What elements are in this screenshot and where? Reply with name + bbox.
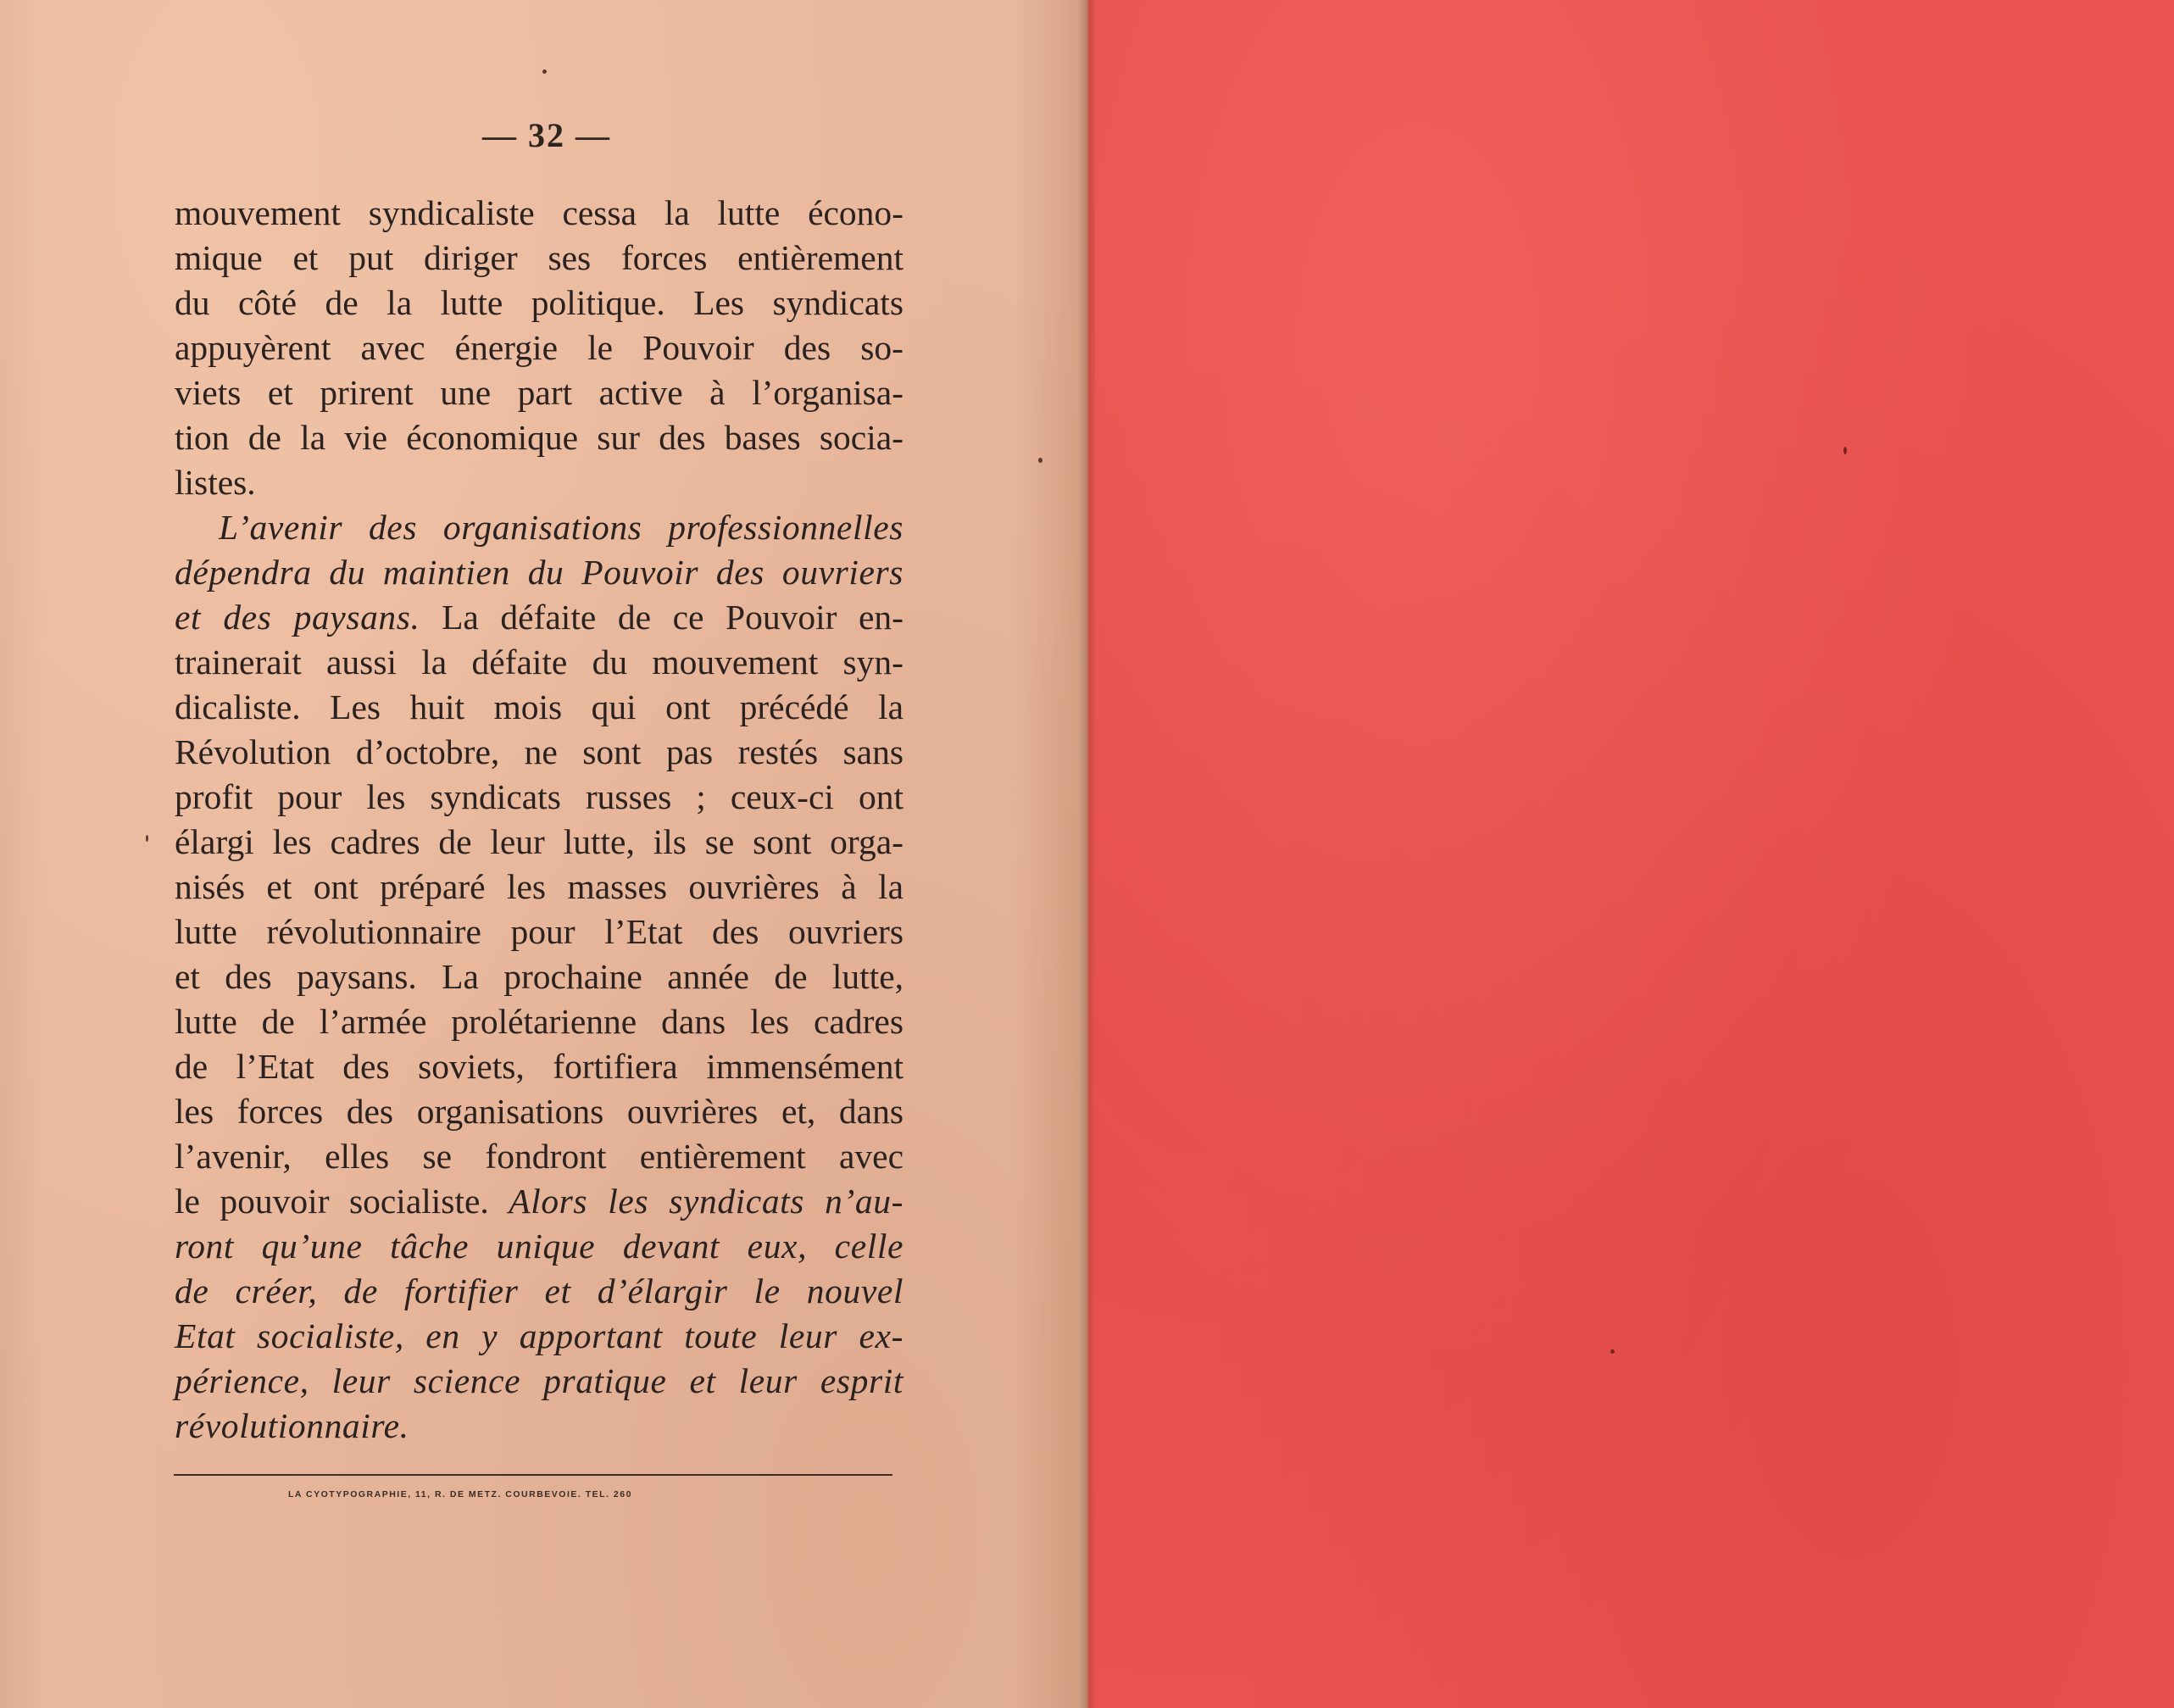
text-line: profit pour les syndicats russes ; ceux-ci ont [175,777,904,816]
text-line: viets et prirent une part active à l’organisa- [175,373,904,412]
text-line: Révolution d’octobre, ne sont pas restés sans [175,732,904,771]
italic-line: Etat socialiste, en y apportant toute leur ex- [175,1316,904,1355]
text-line: et des paysans. La prochaine année de lutte, [175,957,904,996]
text-line: nisés et ont préparé les masses ouvrières à la [175,867,904,906]
text-line: l’avenir, elles se fondront entièrement avec [175,1137,904,1176]
text-line: appuyèrent avec énergie le Pouvoir des so- [175,328,904,367]
printer-imprint: LA CYOTYPOGRAPHIE, 11, R. DE METZ. COURBEVOIE. TEL. 260 [288,1489,632,1499]
red-cover-page [1095,0,2174,1708]
italic-line: périence, leur science pratique et leur esprit [175,1361,904,1400]
text-line: dicaliste. Les huit mois qui ont précédé la [175,687,904,726]
mixed-line [175,1179,904,1224]
mixed-line [175,595,904,640]
page-text [175,191,904,1449]
text-line: les forces des organisations ouvrières et, dans [175,1092,904,1131]
paper-speck [146,835,148,842]
italic-line: de créer, de fortifier et d’élargir le nouvel [175,1271,904,1310]
paper-speck [1038,458,1043,463]
text-line: lutte de l’armée prolétarienne dans les cadres [175,1002,904,1041]
paper-speck [1610,1349,1615,1354]
italic-phrase: Alors les syndicats n’au- [509,1182,904,1221]
text-line: mouvement syndicaliste cessa la lutte écono- [175,193,904,232]
italic-phrase: et des paysans. [175,598,420,637]
paper-speck [542,70,547,74]
italic-line: ront qu’une tâche unique devant eux, celle [175,1227,904,1266]
text-line: listes. [175,463,256,502]
paper-speck [1843,447,1847,454]
text-line: tion de la vie économique sur des bases socia- [175,418,904,457]
roman-phrase: le pouvoir socialiste. [175,1182,509,1221]
text-line: élargi les cadres de leur lutte, ils se sont orga- [175,822,904,861]
footer-rule [174,1474,892,1476]
text-line: lutte révolutionnaire pour l’Etat des ouvriers [175,912,904,951]
roman-phrase: La défaite de ce Pouvoir en- [420,598,904,637]
book-gutter [1078,0,1097,1708]
text-line: du côté de la lutte politique. Les syndicats [175,283,904,322]
italic-line: dépendra du maintien du Pouvoir des ouvriers [175,553,904,592]
italic-line: L’avenir des organisations professionnelles [219,508,904,547]
page-number: — 32 — [482,116,611,154]
italic-line: révolutionnaire. [175,1406,409,1445]
text-line: trainerait aussi la défaite du mouvement syn- [175,643,904,682]
text-line: mique et put diriger ses forces entièrement [175,238,904,277]
text-line: de l’Etat des soviets, fortifiera immensément [175,1047,904,1086]
